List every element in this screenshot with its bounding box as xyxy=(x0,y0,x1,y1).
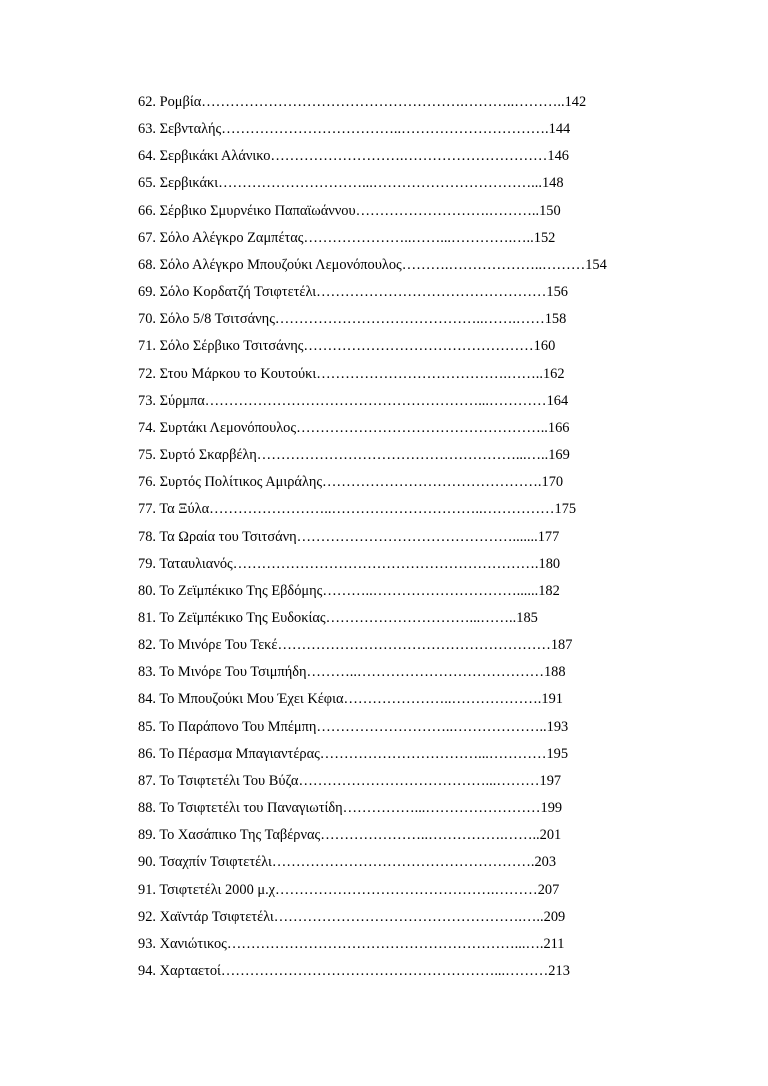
toc-entry-64: 64. Σερβικάκι Αλάνικο……………………….…………………………146 xyxy=(138,148,569,165)
toc-entry-84: 84. Το Μπουζούκι Μου Έχει Κέφια…………………..……………….191 xyxy=(138,691,563,708)
toc-entry-81: 81. Το Ζεϊμπέκικο Της Ευδοκίας…………………………...……..185 xyxy=(138,609,538,626)
toc-entry-73: 73. Σύρμπα…………………………………………………...…………164 xyxy=(138,392,569,409)
toc-entry-90: 90. Τσαχπίν Τσιφτετέλι……………………………………………….203 xyxy=(138,854,557,871)
toc-entry-72: 72. Στου Μάρκου το Κουτούκι………………………………….……..162 xyxy=(138,365,565,382)
toc-entry-75: 75. Συρτό Σκαρβέλη………………………………………………...…..169 xyxy=(138,447,570,464)
toc-entry-82: 82. Το Μινόρε Του Τεκέ…………………………………………………187 xyxy=(138,637,573,654)
toc-entry-62: 62. Ρομβία……………………………………………….………..………..142 xyxy=(138,94,587,110)
toc-entry-63: 63. Σεβνταλής………………………………..………………………….144 xyxy=(138,121,571,138)
toc-entry-77: 77. Τα Ξύλα……………………..…………………………..……………175 xyxy=(138,501,577,518)
toc-entry-83: 83. Το Μινόρε Του Τσιμπήδη………..…………………………………188 xyxy=(138,664,566,681)
toc-entry-67: 67. Σόλο Αλέγκρο Ζαμπέτας…………………..……...………….…..152 xyxy=(138,229,556,246)
toc-entry-89: 89. Το Χασάπικο Της Ταβέρνας…………………..…………….……..201 xyxy=(138,827,562,844)
toc-entry-79: 79. Ταταυλιανός……………………………………………………….180 xyxy=(138,555,561,572)
toc-entry-65: 65. Σερβικάκι…………………………...……………………………...148 xyxy=(138,175,564,192)
toc-entry-66: 66. Σέρβικο Σμυρνέικο Παπαϊωάννου……………………….………..150 xyxy=(138,202,561,219)
toc-entry-68: 68. Σόλο Αλέγκρο Μπουζούκι Λεμονόπουλος……….………………..………154 xyxy=(138,256,607,273)
toc-entry-94: 94. Χαρταετοί…………………………………………………...………213 xyxy=(138,963,570,979)
toc-entry-92: 92. Χαϊντάρ Τσιφτετέλι…………………………………………….…..209 xyxy=(138,908,566,925)
toc-entry-70: 70. Σόλο 5/8 Τσιτσάνης……………………………………..…….……158 xyxy=(138,311,567,328)
toc-entry-69: 69. Σόλο Κορδατζή Τσιφτετέλι…………………………………………156 xyxy=(138,284,568,301)
toc-entry-91: 91. Τσιφτετέλι 2000 μ.χ……………………………………….………207 xyxy=(138,881,560,898)
toc-entry-80: 80. Το Ζεϊμπέκικο Της Εβδόμης………..…………………………......182 xyxy=(138,582,560,599)
table-of-contents xyxy=(138,91,654,987)
toc-entry-87: 87. Το Τσιφτετέλι Του Βύζα…………………………………...………197 xyxy=(138,772,562,789)
toc-entry-71: 71. Σόλο Σέρβικο Τσιτσάνης…………………………………………160 xyxy=(138,338,556,355)
toc-entry-76: 76. Συρτός Πολίτικος Αμιράλης……………………………………….170 xyxy=(138,474,564,491)
toc-entry-74: 74. Συρτάκι Λεμονόπουλος……………………………………………..166 xyxy=(138,419,570,436)
toc-entry-85: 85. Το Παράπονο Του Μπέμπη………………………..………………..193 xyxy=(138,718,569,735)
toc-entry-93: 93. Χανιώτικος……………………………………………………...….211 xyxy=(138,935,565,952)
toc-entry-78: 78. Τα Ωραία του Τσιτσάνη……………………………………….......177 xyxy=(138,528,560,545)
toc-entry-86: 86. Το Πέρασμα Μπαγιαντέρας……………………………...…………195 xyxy=(138,745,569,762)
toc-entry-88: 88. Το Τσιφτετέλι του Παναγιωτίδη……………...……………………199 xyxy=(138,800,563,817)
